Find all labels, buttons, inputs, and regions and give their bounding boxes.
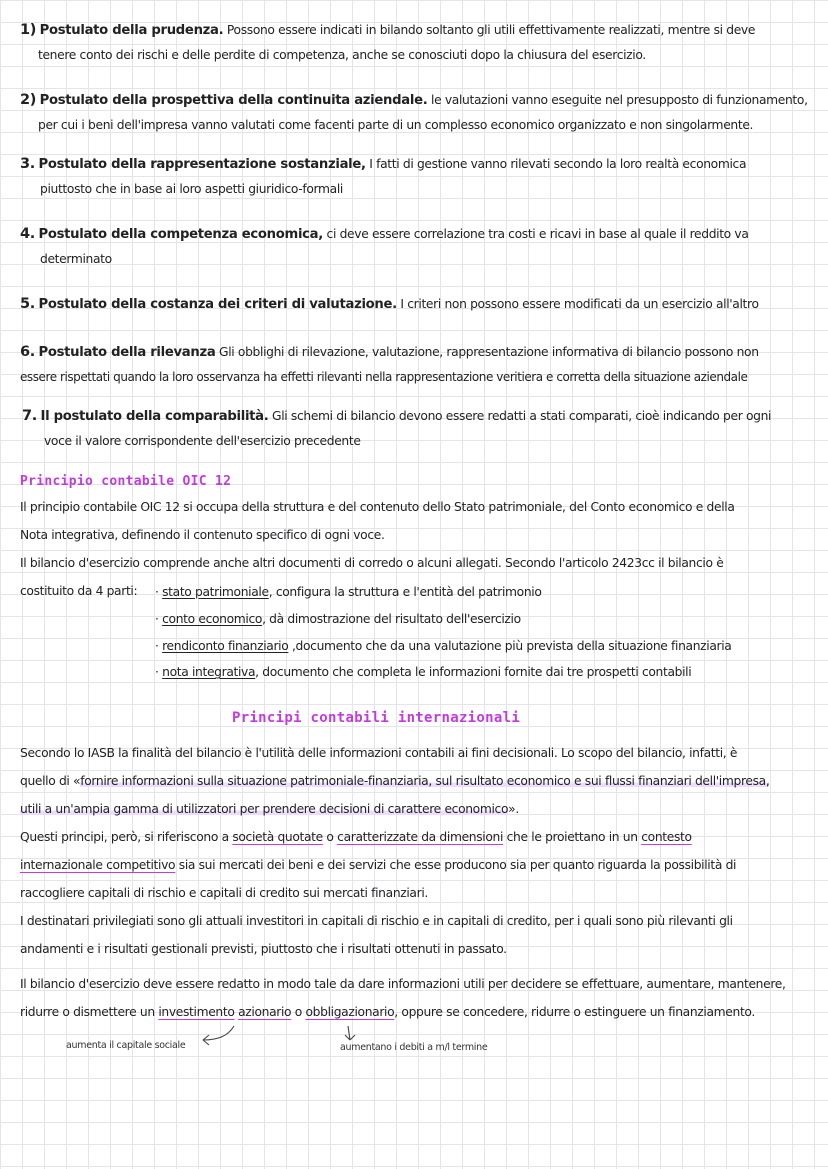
item-text: ci deve essere correlazione tra costi e ricavi in base al quale il reddito va xyxy=(323,227,749,241)
oic-bullet-4: · nota integrativa, documento che completa le informazioni fornite dai tre prospetti contabili xyxy=(155,665,692,679)
underlined-term-azionario: azionario xyxy=(238,1005,292,1019)
postulato-7 xyxy=(22,404,771,453)
underlined-term-competitivo: internazionale competitivo xyxy=(20,858,176,872)
bullet-text: , configura la struttura e l'entità del patrimonio xyxy=(268,585,542,599)
underlined-term-obbligazionario: obbligazionario xyxy=(305,1005,395,1019)
item-title: Postulato della prudenza. xyxy=(39,23,224,38)
item-text: Possono essere indicati in bilando soltanto gli utili effettivamente realizzati, mentre si deve xyxy=(223,23,756,37)
internazionali-heading: Principi contabili internazionali xyxy=(232,710,521,726)
bullet-term: nota integrativa xyxy=(162,665,256,679)
item-text-continued: per cui i beni dell'impresa vanno valutati come facenti parte di un complesso economico organizzato e non singolarmente. xyxy=(38,118,754,132)
item-title: Postulato della costanza dei criteri di valutazione. xyxy=(38,297,397,312)
item-number: 3. xyxy=(20,156,35,172)
item-title: Postulato della rappresentazione sostanziale, xyxy=(38,157,366,172)
item-title: Postulato della competenza economica, xyxy=(38,227,323,242)
item-text-continued: essere rispettati quando la loro osservanza ha effetti rilevanti nella rappresentazione veritiera e corretta della situazione aziendale xyxy=(20,370,748,384)
item-text-continued: piuttosto che in base ai loro aspetti giuridico-formali xyxy=(40,182,343,196)
item-text-continued: determinato xyxy=(40,252,112,266)
oic-p1-line-2: Nota integrativa, definendo il contenuto specifico di ogni voce. xyxy=(20,528,385,542)
annotation-debiti: aumentano i debiti a m/l termine xyxy=(340,1042,488,1053)
underlined-term-societa-quotate: società quotate xyxy=(232,830,323,844)
item-number: 2) xyxy=(20,92,37,108)
item-text: le valutazioni vanno eseguite nel presupposto di funzionamento, xyxy=(427,93,808,107)
postulato-6 xyxy=(20,340,759,389)
body-line-2 xyxy=(20,767,769,795)
body-line-5-rest: sia sui mercati dei beni e dei servizi che esse producono sia per quanto riguarda la possibilità di xyxy=(175,858,737,872)
bullet-term: conto economico xyxy=(162,612,263,626)
item-title: Postulato della prospettiva della continuita aziendale. xyxy=(39,93,428,108)
conjunction: o xyxy=(291,1005,306,1019)
item-title: Il postulato della comparabilità. xyxy=(40,409,269,424)
bullet-text: , dà dimostrazione del risultato dell'esercizio xyxy=(262,612,521,626)
item-text: I criteri non possono essere modificati da un esercizio all'altro xyxy=(396,297,759,311)
bullet-text: , documento che completa le informazioni fornite dai tre prospetti contabili xyxy=(255,665,692,679)
underlined-term-investimento: investimento xyxy=(158,1005,235,1019)
oic-p2-line-1: Il bilancio d'esercizio comprende anche altri documenti di corredo o alcuni allegati. Secondo l'articolo 2423cc il bilancio è xyxy=(20,556,724,570)
item-text-continued: tenere conto dei rischi e delle perdite di competenza, anche se conosciuti dopo la chiusura del esercizio. xyxy=(38,48,646,62)
closing-line-2 xyxy=(20,998,786,1026)
bullet-term: rendiconto finanziario xyxy=(162,639,289,653)
item-text: Gli schemi di bilancio devono essere redatti a stati comparati, cioè indicando per ogni xyxy=(268,409,772,423)
closing-line-2-lead: ridurre o dismettere un xyxy=(20,1005,159,1019)
oic-bullet-1: · stato patrimoniale, configura la struttura e l'entità del patrimonio xyxy=(155,585,542,599)
internazionali-closing xyxy=(20,970,786,1026)
quote-close: ». xyxy=(508,802,519,816)
body-line-4-middle: che le proiettano in un xyxy=(503,830,642,844)
body-line-7: I destinatari privilegiati sono gli attuali investitori in capitali di rischio e in capitali di credito, per i quali sono più rilevanti gli xyxy=(20,914,733,928)
item-title: Postulato della rilevanza xyxy=(38,345,216,360)
oic-p2-lead: costituito da 4 parti: xyxy=(20,584,138,598)
conjunction: o xyxy=(322,830,338,844)
item-number: 5. xyxy=(20,296,35,312)
item-text: I fatti di gestione vanno rilevati secondo la loro realtà economica xyxy=(365,157,747,171)
underlined-term-contesto: contesto xyxy=(641,830,692,844)
postulato-2 xyxy=(20,88,808,137)
body-line-4-lead: Questi principi, però, si riferiscono a xyxy=(20,830,233,844)
oic-heading: Principio contabile OIC 12 xyxy=(20,474,232,489)
body-line-4 xyxy=(20,823,769,851)
oic-bullet-2: · conto economico, dà dimostrazione del risultato dell'esercizio xyxy=(155,612,521,626)
body-line-3 xyxy=(20,795,769,823)
oic-bullet-3: · rendiconto finanziario ,documento che da una valutazione più prevista della situazione finanziaria xyxy=(155,639,732,653)
highlighted-quote-part-1: fornire informazioni sulla situazione patrimoniale-finanziaria, sul risultato economico e sui flussi finanziari dell'impresa, xyxy=(80,774,770,788)
closing-line-2-rest: , oppure se concedere, ridurre o estinguere un finanziamento. xyxy=(394,1005,755,1019)
oic-p1-line-1: Il principio contabile OIC 12 si occupa della struttura e del contenuto dello Stato patrimoniale, del Conto economico e della xyxy=(20,500,735,514)
body-line-5 xyxy=(20,851,769,879)
internazionali-body xyxy=(20,739,769,963)
bullet-term: stato patrimoniale xyxy=(162,585,269,599)
underlined-term-dimensioni: caratterizzate da dimensioni xyxy=(337,830,504,844)
postulato-4 xyxy=(20,222,749,271)
body-line-6: raccogliere capitali di rischio e capitali di credito sui mercati finanziari. xyxy=(20,886,428,900)
closing-line-1: Il bilancio d'esercizio deve essere redatto in modo tale da dare informazioni utili per decidere se effettuare, aumentare, mantenere, xyxy=(20,977,786,991)
annotation-capitale-sociale: aumenta il capitale sociale xyxy=(66,1040,186,1051)
postulato-5 xyxy=(20,292,759,317)
highlighted-quote-part-2: utili a un'ampia gamma di utilizzatori per prendere decisioni di carattere economico xyxy=(20,802,509,816)
item-number: 7. xyxy=(22,408,37,424)
item-text-continued: voce il valore corrispondente dell'esercizio precedente xyxy=(44,434,361,448)
item-number: 4. xyxy=(20,226,35,242)
item-number: 1) xyxy=(20,22,37,38)
postulato-3 xyxy=(20,152,746,201)
oic-paragraph-1 xyxy=(20,493,735,549)
body-line-8: andamenti e i risultati gestionali previsti, piuttosto che i risultati ottenuti in passato. xyxy=(20,942,507,956)
arrow-left-icon xyxy=(203,1026,234,1045)
postulato-1 xyxy=(20,18,755,67)
item-number: 6. xyxy=(20,344,35,360)
bullet-text: ,documento che da una valutazione più prevista della situazione finanziaria xyxy=(288,639,732,653)
body-line-1: Secondo lo IASB la finalità del bilancio è l'utilità delle informazioni contabili ai fini decisionali. Lo scopo del bilancio, infatti, è xyxy=(20,746,738,760)
arrow-down-icon xyxy=(345,1026,355,1040)
item-text: Gli obblighi di rilevazione, valutazione, rappresentazione informativa di bilancio possono non xyxy=(215,345,759,359)
body-line-2-lead: quello di « xyxy=(20,774,81,788)
